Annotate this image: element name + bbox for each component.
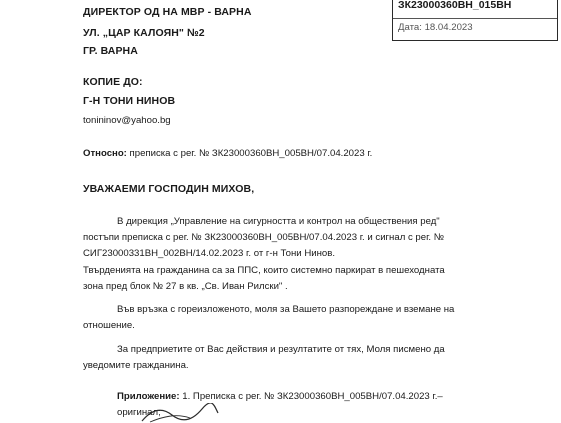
copies-name: Г-Н ТОНИ НИНОВ	[83, 95, 176, 107]
body-p1-line2: постъпи преписка с рег. № ЗК23000360ВН_005ВН/07.04.2023 г. и сигнал с рег. №	[83, 232, 445, 243]
attachment-line	[117, 391, 443, 402]
stamp-divider	[393, 18, 557, 19]
body-p1-line1: В дирекция „Управление на сигурността и контрол на обществения ред"	[117, 216, 440, 227]
body-p3-line2: отношение.	[83, 320, 135, 331]
body-p4-line1: За предприетите от Вас действия и резултатите от тях, Моля писмено да	[117, 344, 445, 355]
stamp-reg-number: ЗК23000360ВН_015ВН	[398, 0, 512, 11]
attachment-item-1: 1. Преписка с рег. № ЗК23000360ВН_005ВН/07.04.2023 г.–	[179, 391, 443, 402]
body-p3-line1: Във връзка с гореизложеното, моля за Вашето разпореждане и вземане на	[117, 304, 455, 315]
copies-email: tonininov@yahoo.bg	[83, 115, 171, 126]
signature-scribble	[140, 403, 220, 423]
stamp-date: Дата: 18.04.2023	[398, 22, 473, 33]
greeting: УВАЖАЕМИ ГОСПОДИН МИХОВ,	[83, 183, 255, 195]
recipient-line-3: ГР. ВАРНА	[83, 45, 138, 57]
recipient-line-2: УЛ. „ЦАР КАЛОЯН" №2	[83, 27, 205, 39]
body-p2-line2: зона пред блок № 27 в кв. „Св. Иван Рилски" .	[83, 281, 288, 292]
recipient-line-1: ДИРЕКТОР ОД НА МВР - ВАРНА	[83, 6, 252, 18]
registration-stamp	[392, 0, 558, 41]
body-p1-line3: СИГ23000331ВН_002ВН/14.02.2023 г. от г-н Тони Нинов.	[83, 248, 335, 259]
attachment-label: Приложение:	[117, 391, 180, 402]
attachment-item-1-cont: оригинал;	[117, 407, 161, 418]
subject-text: преписка с рег. № ЗК23000360ВН_005ВН/07.04.2023 г.	[126, 148, 373, 159]
subject-line	[83, 148, 372, 159]
subject-label: Относно:	[83, 148, 127, 159]
copies-heading: КОПИЕ ДО:	[83, 76, 143, 88]
body-p4-line2: уведомите гражданина.	[83, 360, 189, 371]
body-p2-line1: Твърденията на гражданина са за ППС, които системно паркират в пешеходната	[83, 265, 445, 276]
